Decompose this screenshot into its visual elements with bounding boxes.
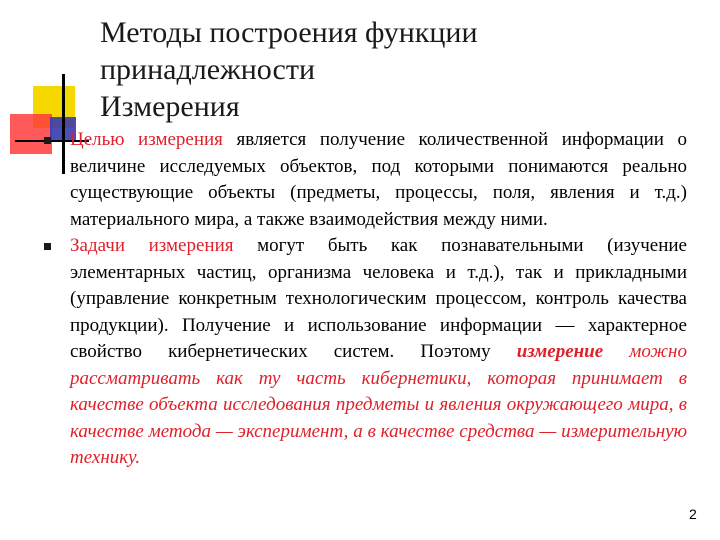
slide-title bbox=[100, 14, 478, 125]
paragraph-1-lead: Целью измерения bbox=[70, 129, 223, 150]
bullet-paragraph-2 bbox=[70, 233, 687, 472]
page-number: 2 bbox=[689, 506, 697, 522]
slide-body bbox=[70, 127, 687, 472]
paragraph-2-text: могут быть как познавательными (изучение элементарных частиц, организма человека и т.д.), так и прикладными (управление конкретным технологическим процессом, контроль качества продукции). Получение и использование информации — характерное свойство кибернетических систем. Поэтому bbox=[70, 235, 687, 362]
decor-red-square bbox=[10, 114, 52, 154]
paragraph-2-tail: можно рассматривать как ту часть кибернетики, которая принимает в качестве объекта исследования предметы и явления окружающего мира, в качестве метода — эксперимент, а в качестве средства — измерительную технику. bbox=[70, 341, 687, 468]
paragraph-2-emphasis: измерение bbox=[516, 341, 604, 362]
paragraph-1-text: является получение количественной информации о величине исследуемых объектов, под которыми понимаются реально существующие объекты (предметы, процессы, поля, явления и т.д.) материального мира, а также взаимодействия между ними. bbox=[70, 129, 687, 230]
title-line-2: принадлежности bbox=[100, 53, 316, 86]
bullet-square-icon bbox=[44, 243, 51, 250]
bullet-paragraph-1 bbox=[70, 127, 687, 233]
title-line-1: Методы построения функции bbox=[100, 16, 478, 49]
paragraph-2-lead: Задачи измерения bbox=[70, 235, 234, 256]
bullet-square-icon bbox=[44, 137, 51, 144]
title-line-3: Измерения bbox=[100, 90, 240, 123]
decor-vertical-line bbox=[62, 74, 65, 174]
